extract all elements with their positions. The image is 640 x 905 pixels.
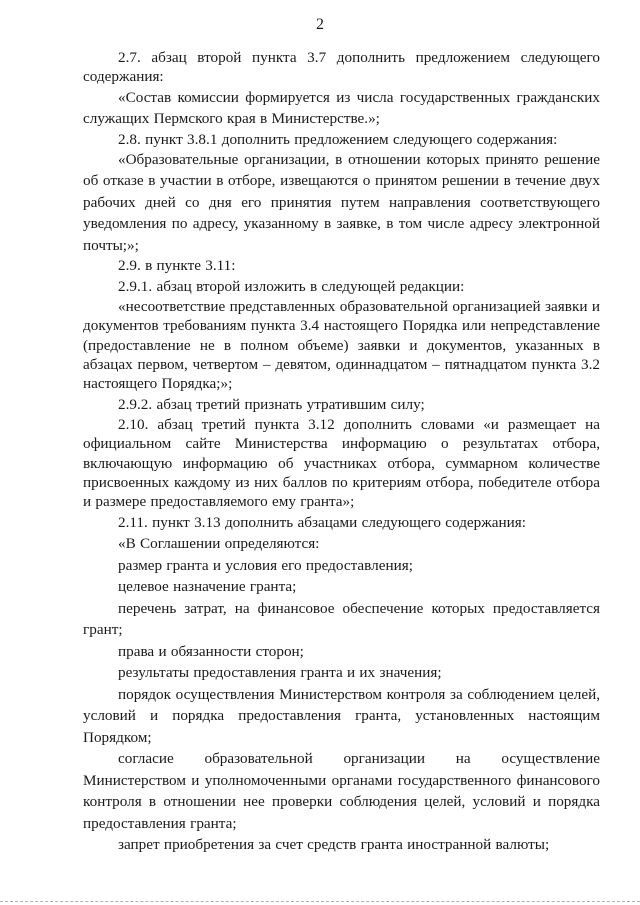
paragraph-control-procedure: порядок осуществления Министерством контроля за соблюдением целей, условий и порядка предоставления гранта, установленных настоящим Порядком; — [83, 685, 600, 746]
paragraph-2-10: 2.10. абзац третий пункта 3.12 дополнить словами «и размещает на официальном сайте Министерства информацию о результатах отбора, включающую информацию об участниках отбора, суммарном количестве присвоенных каждому из них баллов по критериям отбора, победителе отбора и размере предоставляемого ему гранта»; — [83, 416, 600, 511]
paragraph-quote-commission: «Состав комиссии формируется из числа государственных гражданских служащих Пермского края в Министерстве.»; — [83, 88, 600, 128]
page-number: 2 — [316, 16, 324, 33]
paragraph-2-7: 2.7. абзац второй пункта 3.7 дополнить предложением следующего содержания: — [83, 49, 600, 86]
paragraph-2-8: 2.8. пункт 3.8.1 дополнить предложением следующего содержания: — [118, 130, 558, 148]
paragraph-results: результаты предоставления гранта и их значения; — [118, 664, 442, 682]
paragraph-2-9: 2.9. в пункте 3.11: — [118, 257, 236, 275]
paragraph-cost-list: перечень затрат, на финансовое обеспечение которых предоставляется грант; — [83, 599, 600, 639]
page-bottom-edge — [0, 901, 640, 902]
paragraph-2-11: 2.11. пункт 3.13 дополнить абзацами следующего содержания: — [118, 513, 526, 531]
paragraph-2-9-1: 2.9.1. абзац второй изложить в следующей редакции: — [118, 277, 465, 295]
paragraph-grant-purpose: целевое назначение гранта; — [118, 578, 297, 596]
paragraph-agreement-intro: «В Соглашении определяются: — [118, 535, 320, 553]
paragraph-rights-duties: права и обязанности сторон; — [118, 642, 304, 660]
paragraph-currency-ban: запрет приобретения за счет средств гранта иностранной валюты; — [118, 836, 550, 854]
paragraph-grant-size: размер гранта и условия его предоставления; — [118, 556, 413, 574]
paragraph-quote-nonconformity: «несоответствие представленных образовательной организацией заявки и документов требованиям пункта 3.4 настоящего Порядка или непредставление (предоставление не в полном объеме) заявки и документов, указанных в абзацах первом, четвертом – девятом, одиннадцатом – пятнадцатом пункта 3.2 настоящего Порядка;»; — [83, 298, 600, 393]
document-body — [83, 48, 600, 856]
paragraph-consent: согласие образовательной организации на осуществление Министерством и уполномоченными органами государственного финансового контроля в отношении нее проверки соблюдения целей, условий и порядка предоставления гранта; — [83, 750, 600, 832]
paragraph-quote-organizations: «Образовательные организации, в отношении которых принято решение об отказе в участии в отборе, извещаются о принятом решении в течение двух рабочих дней со дня его принятия путем направления соответствующего уведомления по адресу, указанному в заявке, в том числе адресу электронной почты;»; — [83, 150, 600, 254]
paragraph-2-9-2: 2.9.2. абзац третий признать утратившим силу; — [118, 395, 425, 413]
